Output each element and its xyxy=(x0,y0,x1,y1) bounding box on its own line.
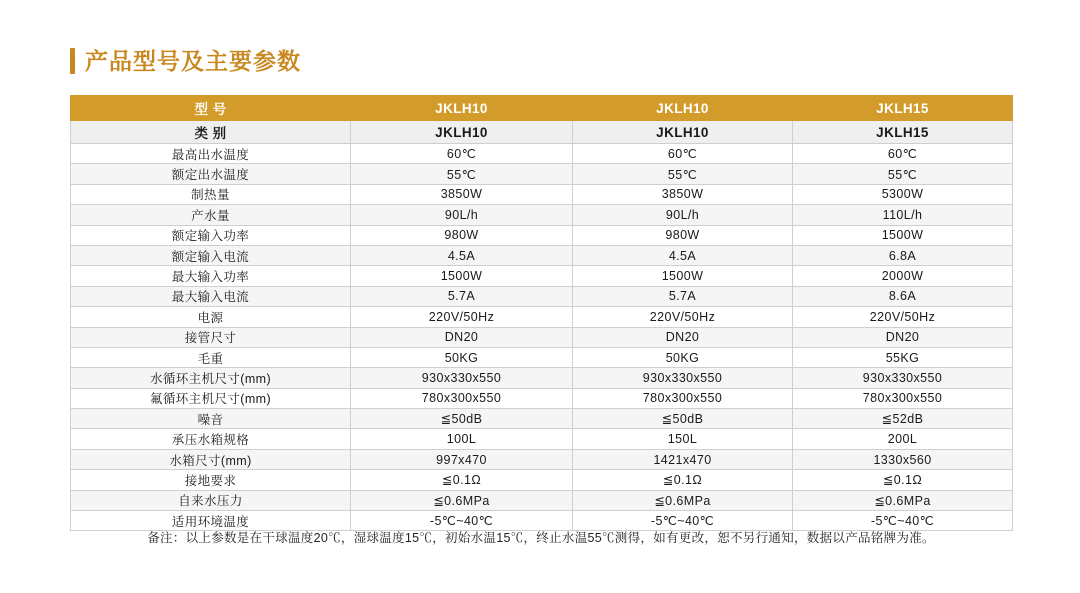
row-value: DN20 xyxy=(573,327,793,347)
row-value: 780x300x550 xyxy=(351,388,573,408)
table-row xyxy=(71,266,1013,286)
header-model-3: JKLH15 xyxy=(793,96,1013,121)
row-value: 780x300x550 xyxy=(793,388,1013,408)
row-value: -5℃~40℃ xyxy=(573,511,793,531)
row-value: 100L xyxy=(351,429,573,449)
row-value: ≦52dB xyxy=(793,409,1013,429)
row-label: 水箱尺寸(mm) xyxy=(71,449,351,469)
header-category-label: 类 别 xyxy=(71,121,351,144)
row-value: 780x300x550 xyxy=(573,388,793,408)
row-value: ≦0.6MPa xyxy=(351,490,573,510)
row-value: 6.8A xyxy=(793,245,1013,265)
table-row xyxy=(71,470,1013,490)
header-model-2: JKLH10 xyxy=(573,96,793,121)
row-value: 8.6A xyxy=(793,286,1013,306)
spec-table xyxy=(70,95,1013,531)
spec-table-wrap xyxy=(70,95,1012,531)
table-row xyxy=(71,164,1013,184)
table-row xyxy=(71,307,1013,327)
row-value: ≦0.1Ω xyxy=(573,470,793,490)
table-row xyxy=(71,347,1013,367)
row-value: ≦0.6MPa xyxy=(793,490,1013,510)
row-value: 980W xyxy=(351,225,573,245)
row-label: 接管尺寸 xyxy=(71,327,351,347)
row-label: 适用环境温度 xyxy=(71,511,351,531)
row-label: 接地要求 xyxy=(71,470,351,490)
spec-table-body xyxy=(71,96,1013,531)
footnote: 备注：以上参数是在干球温度20℃，湿球温度15℃，初始水温15℃，终止水温55℃测得，如有更改，恕不另行通知，数据以产品铭牌为准。 xyxy=(147,531,935,545)
table-row xyxy=(71,368,1013,388)
row-label: 水循环主机尺寸(mm) xyxy=(71,368,351,388)
table-header-category-row xyxy=(71,121,1013,144)
row-value: 1500W xyxy=(573,266,793,286)
row-label: 氟循环主机尺寸(mm) xyxy=(71,388,351,408)
row-value: 1500W xyxy=(351,266,573,286)
row-value: 5.7A xyxy=(573,286,793,306)
row-value: ≦50dB xyxy=(573,409,793,429)
row-value: 1500W xyxy=(793,225,1013,245)
row-value: 1330x560 xyxy=(793,449,1013,469)
page-title-text: 产品型号及主要参数 xyxy=(85,47,301,74)
table-row xyxy=(71,449,1013,469)
row-value: 220V/50Hz xyxy=(573,307,793,327)
row-value: 150L xyxy=(573,429,793,449)
row-value: 90L/h xyxy=(351,205,573,225)
row-label: 噪音 xyxy=(71,409,351,429)
table-row xyxy=(71,245,1013,265)
header-category-2: JKLH10 xyxy=(573,121,793,144)
row-value: -5℃~40℃ xyxy=(351,511,573,531)
row-value: 1421x470 xyxy=(573,449,793,469)
row-value: 2000W xyxy=(793,266,1013,286)
row-value: ≦0.1Ω xyxy=(793,470,1013,490)
row-value: 930x330x550 xyxy=(793,368,1013,388)
row-label: 额定输入电流 xyxy=(71,245,351,265)
row-value: 5300W xyxy=(793,184,1013,204)
row-value: 4.5A xyxy=(351,245,573,265)
row-value: 55℃ xyxy=(351,164,573,184)
table-row xyxy=(71,490,1013,510)
table-row xyxy=(71,327,1013,347)
row-value: 220V/50Hz xyxy=(351,307,573,327)
table-row xyxy=(71,286,1013,306)
row-label: 制热量 xyxy=(71,184,351,204)
row-value: DN20 xyxy=(793,327,1013,347)
title-accent-bar xyxy=(70,48,75,74)
header-category-3: JKLH15 xyxy=(793,121,1013,144)
header-model-label: 型 号 xyxy=(71,96,351,121)
row-value: 980W xyxy=(573,225,793,245)
row-value: 200L xyxy=(793,429,1013,449)
row-value: 110L/h xyxy=(793,205,1013,225)
row-label: 最大输入电流 xyxy=(71,286,351,306)
table-row xyxy=(71,388,1013,408)
row-value: 60℃ xyxy=(351,144,573,164)
row-label: 电源 xyxy=(71,307,351,327)
page-title xyxy=(70,48,301,74)
row-value: 55℃ xyxy=(793,164,1013,184)
row-label: 最高出水温度 xyxy=(71,144,351,164)
row-label: 产水量 xyxy=(71,205,351,225)
row-label: 自来水压力 xyxy=(71,490,351,510)
row-value: 4.5A xyxy=(573,245,793,265)
row-value: 50KG xyxy=(351,347,573,367)
row-label: 额定出水温度 xyxy=(71,164,351,184)
row-value: 930x330x550 xyxy=(351,368,573,388)
row-value: 3850W xyxy=(351,184,573,204)
row-value: 5.7A xyxy=(351,286,573,306)
header-category-1: JKLH10 xyxy=(351,121,573,144)
table-row xyxy=(71,184,1013,204)
row-value: 997x470 xyxy=(351,449,573,469)
row-label: 最大输入功率 xyxy=(71,266,351,286)
table-header-model-row xyxy=(71,96,1013,121)
header-model-1: JKLH10 xyxy=(351,96,573,121)
row-value: 930x330x550 xyxy=(573,368,793,388)
row-value: 50KG xyxy=(573,347,793,367)
row-value: 3850W xyxy=(573,184,793,204)
row-value: ≦0.6MPa xyxy=(573,490,793,510)
row-value: ≦0.1Ω xyxy=(351,470,573,490)
row-label: 承压水箱规格 xyxy=(71,429,351,449)
table-row xyxy=(71,429,1013,449)
table-row xyxy=(71,225,1013,245)
row-value: 220V/50Hz xyxy=(793,307,1013,327)
table-row xyxy=(71,409,1013,429)
row-value: 90L/h xyxy=(573,205,793,225)
row-label: 额定输入功率 xyxy=(71,225,351,245)
table-row xyxy=(71,144,1013,164)
row-value: 55℃ xyxy=(573,164,793,184)
row-value: 60℃ xyxy=(573,144,793,164)
row-value: ≦50dB xyxy=(351,409,573,429)
row-value: -5℃~40℃ xyxy=(793,511,1013,531)
row-label: 毛重 xyxy=(71,347,351,367)
row-value: 55KG xyxy=(793,347,1013,367)
table-row xyxy=(71,205,1013,225)
row-value: DN20 xyxy=(351,327,573,347)
row-value: 60℃ xyxy=(793,144,1013,164)
